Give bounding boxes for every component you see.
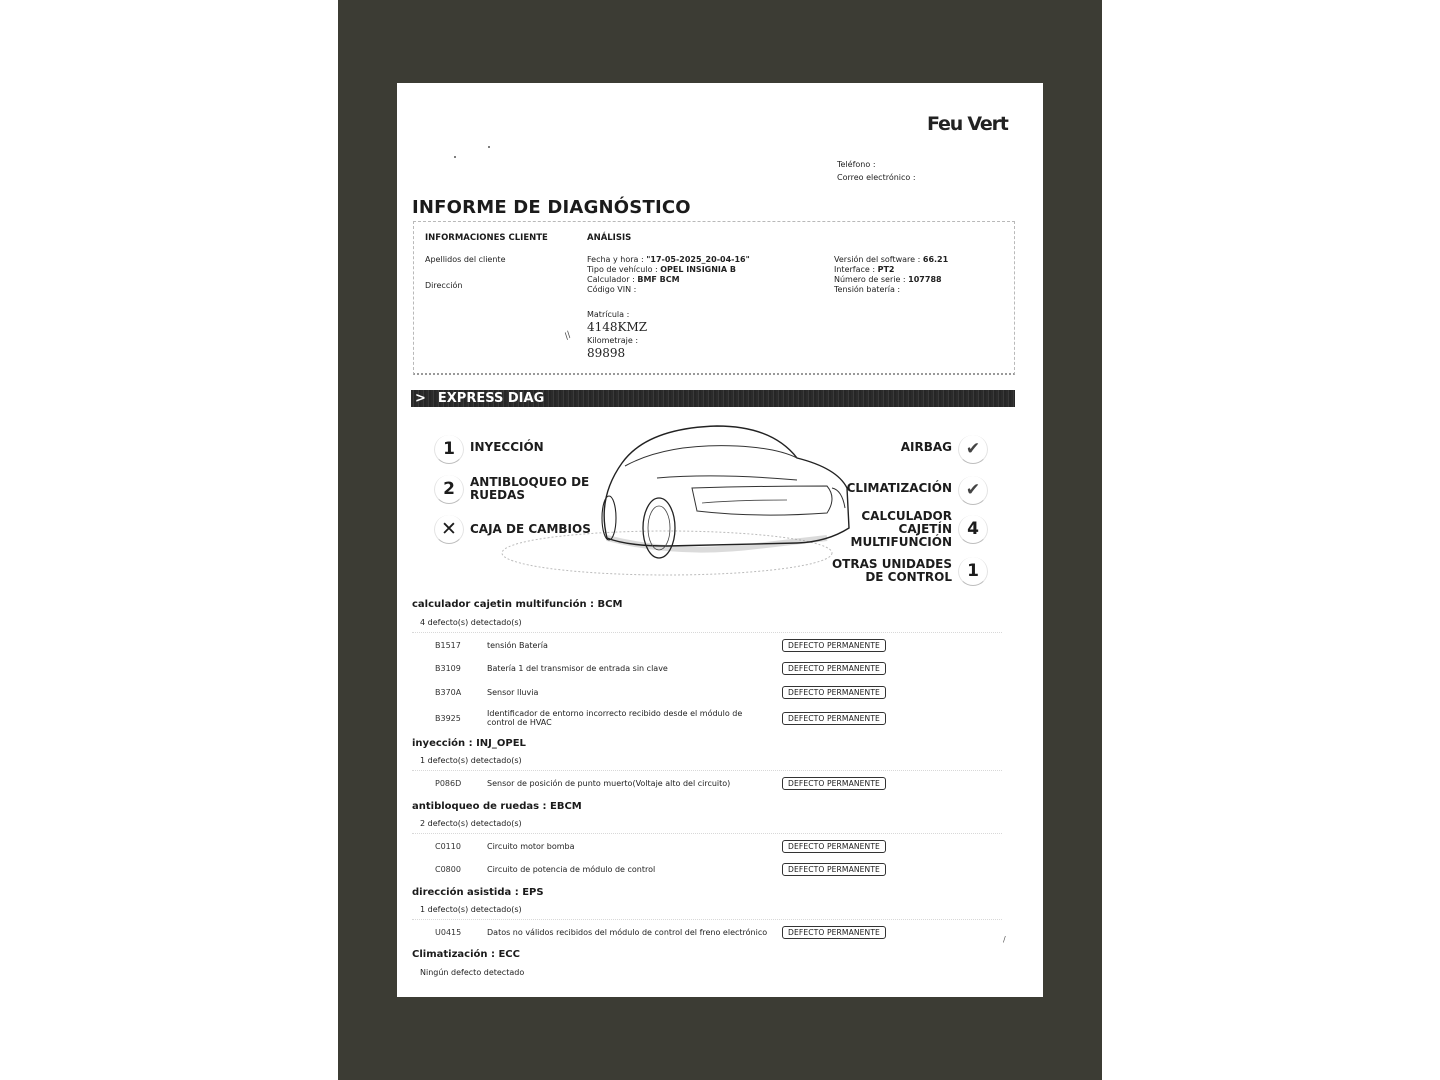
mileage-value: 89898 (587, 346, 626, 360)
software-label: Versión del software : (834, 255, 921, 264)
report-title: INFORME DE DIAGNÓSTICO (412, 197, 691, 218)
diag-caja-cambios: CAJA DE CAMBIOS (470, 522, 591, 536)
fault-row (412, 777, 992, 797)
vehicle-label: Tipo de vehículo : (587, 265, 658, 274)
section-title-eps: dirección asistida : EPS (412, 887, 544, 898)
battery-label: Tensión batería : (834, 285, 901, 294)
fault-status-badge: DEFECTO PERMANENTE (782, 840, 886, 853)
scan-mark: / (1003, 935, 1006, 944)
fault-code: C0110 (435, 842, 461, 851)
fault-status-badge: DEFECTO PERMANENTE (782, 662, 886, 675)
calculator-line (587, 275, 750, 285)
serial-line (834, 275, 948, 285)
plate-label: Matrícula : (587, 310, 630, 319)
fault-code: B3925 (435, 714, 461, 723)
interface-value: PT2 (877, 265, 895, 274)
badge-otras-unidades: 1 (958, 557, 988, 586)
fault-code: C0800 (435, 865, 461, 874)
badge-calculador-cajetin: 4 (958, 515, 988, 544)
vehicle-line (587, 265, 750, 275)
fault-row (412, 926, 992, 946)
check-icon: ✔ (958, 435, 988, 464)
datetime-label: Fecha y hora : (587, 255, 644, 264)
fault-row (412, 863, 992, 883)
fault-description: Circuito motor bomba (487, 842, 575, 851)
fault-description: tensión Batería (487, 641, 548, 650)
fault-status-badge: DEFECTO PERMANENTE (782, 686, 886, 699)
info-box (413, 221, 1015, 375)
fault-description: Datos no válidos recibidos del módulo de control del freno electrónico (487, 928, 768, 937)
badge-antibloqueo: 2 (434, 475, 464, 504)
calculator-label: Calculador : (587, 275, 635, 284)
analysis-details (587, 255, 750, 295)
fault-description: Circuito de potencia de módulo de control (487, 865, 656, 874)
diag-climatizacion: CLIMATIZACIÓN (846, 481, 952, 495)
car-window-line (657, 476, 797, 480)
car-front-rim (648, 506, 670, 550)
divider (412, 919, 1002, 920)
section-summary-ecc: Ningún defecto detectado (420, 968, 525, 977)
scan-speck (454, 156, 456, 158)
diag-otras-unidades: OTRAS UNIDADES DE CONTROL (831, 557, 952, 584)
diag-antibloqueo: ANTIBLOQUEO DE RUEDAS (470, 475, 590, 502)
interface-label: Interface : (834, 265, 876, 274)
fault-status-badge: DEFECTO PERMANENTE (782, 863, 886, 876)
fault-code: B370A (435, 688, 462, 697)
vehicle-value: OPEL INSIGNIA B (660, 265, 736, 274)
fault-row (412, 840, 992, 860)
fault-description: Batería 1 del transmisor de entrada sin clave (487, 664, 668, 673)
fault-row (412, 709, 992, 732)
device-details (834, 255, 948, 295)
datetime-line (587, 255, 750, 265)
fault-code: B1517 (435, 641, 461, 650)
express-diag-title (415, 390, 544, 407)
plate-value: 4148KMZ (587, 320, 648, 334)
car-shadow-ellipse (502, 531, 832, 575)
section-title-ecc: Climatización : ECC (412, 949, 520, 960)
section-title-ebcm: antibloqueo de ruedas : EBCM (412, 801, 582, 812)
divider (412, 770, 1002, 771)
fault-description: Sensor lluvia (487, 688, 539, 697)
fault-code: B3109 (435, 664, 461, 673)
express-diag-bar (411, 390, 1015, 407)
diag-inyeccion: INYECCIÓN (470, 440, 544, 454)
fault-description: Sensor de posición de punto muerto(Voltaje alto del circuito) (487, 779, 731, 788)
diagnostic-report-page (397, 83, 1043, 997)
express-diag-label: EXPRESS DIAG (437, 391, 545, 406)
email-label: Correo electrónico : (837, 173, 916, 182)
fault-status-badge: DEFECTO PERMANENTE (782, 639, 886, 652)
divider (412, 833, 1002, 834)
fault-code: P086D (435, 779, 462, 788)
fault-code: U0415 (435, 928, 462, 937)
fault-row (412, 662, 992, 682)
section-summary-eps: 1 defecto(s) detectado(s) (420, 905, 522, 914)
fault-status-badge: DEFECTO PERMANENTE (782, 926, 886, 939)
car-grille-bar (702, 500, 787, 503)
calculator-value: BMF BCM (637, 275, 680, 284)
badge-inyeccion: 1 (434, 435, 464, 464)
client-surname-label: Apellidos del cliente (425, 255, 506, 264)
phone-label: Teléfono : (837, 160, 876, 169)
cross-icon: ✕ (434, 515, 464, 544)
interface-line (834, 265, 948, 275)
software-line (834, 255, 948, 265)
section-title-bcm: calculador cajetin multifunción : BCM (412, 599, 623, 610)
vin-line (587, 285, 750, 295)
car-roofline (625, 446, 797, 466)
pen-mark: // (562, 330, 574, 342)
diag-airbag: AIRBAG (900, 440, 952, 454)
fault-row (412, 639, 992, 659)
vin-label: Código VIN : (587, 285, 637, 294)
client-heading: INFORMACIONES CLIENTE (425, 233, 548, 243)
fault-status-badge: DEFECTO PERMANENTE (782, 712, 886, 725)
datetime-value: "17-05-2025_20-04-16" (646, 255, 750, 264)
mileage-label: Kilometraje : (587, 336, 639, 345)
section-title-inj: inyección : INJ_OPEL (412, 738, 526, 749)
analysis-heading: ANÁLISIS (587, 233, 632, 243)
fault-description: Identificador de entorno incorrecto recibido desde el módulo de control de HVAC (487, 709, 743, 727)
section-summary-inj: 1 defecto(s) detectado(s) (420, 756, 522, 765)
client-address-label: Dirección (425, 281, 463, 290)
scan-speck (488, 146, 490, 148)
fault-row (412, 686, 992, 706)
chevron-right-icon: > (415, 391, 426, 406)
serial-value: 107788 (908, 275, 942, 284)
feu-vert-logo: Feu Vert (927, 113, 1008, 135)
diag-calculador-cajetin: CALCULADOR CAJETÍN MULTIFUNCIÓN (850, 509, 952, 549)
divider (412, 632, 1002, 633)
section-summary-ebcm: 2 defecto(s) detectado(s) (420, 819, 522, 828)
fault-status-badge: DEFECTO PERMANENTE (782, 777, 886, 790)
section-summary-bcm: 4 defecto(s) detectado(s) (420, 618, 522, 627)
car-shadow (607, 538, 827, 550)
software-value: 66.21 (922, 255, 949, 264)
check-icon: ✔ (958, 476, 988, 505)
car-headlight (832, 488, 845, 508)
serial-label: Número de serie : (834, 275, 906, 284)
battery-line (834, 285, 948, 295)
